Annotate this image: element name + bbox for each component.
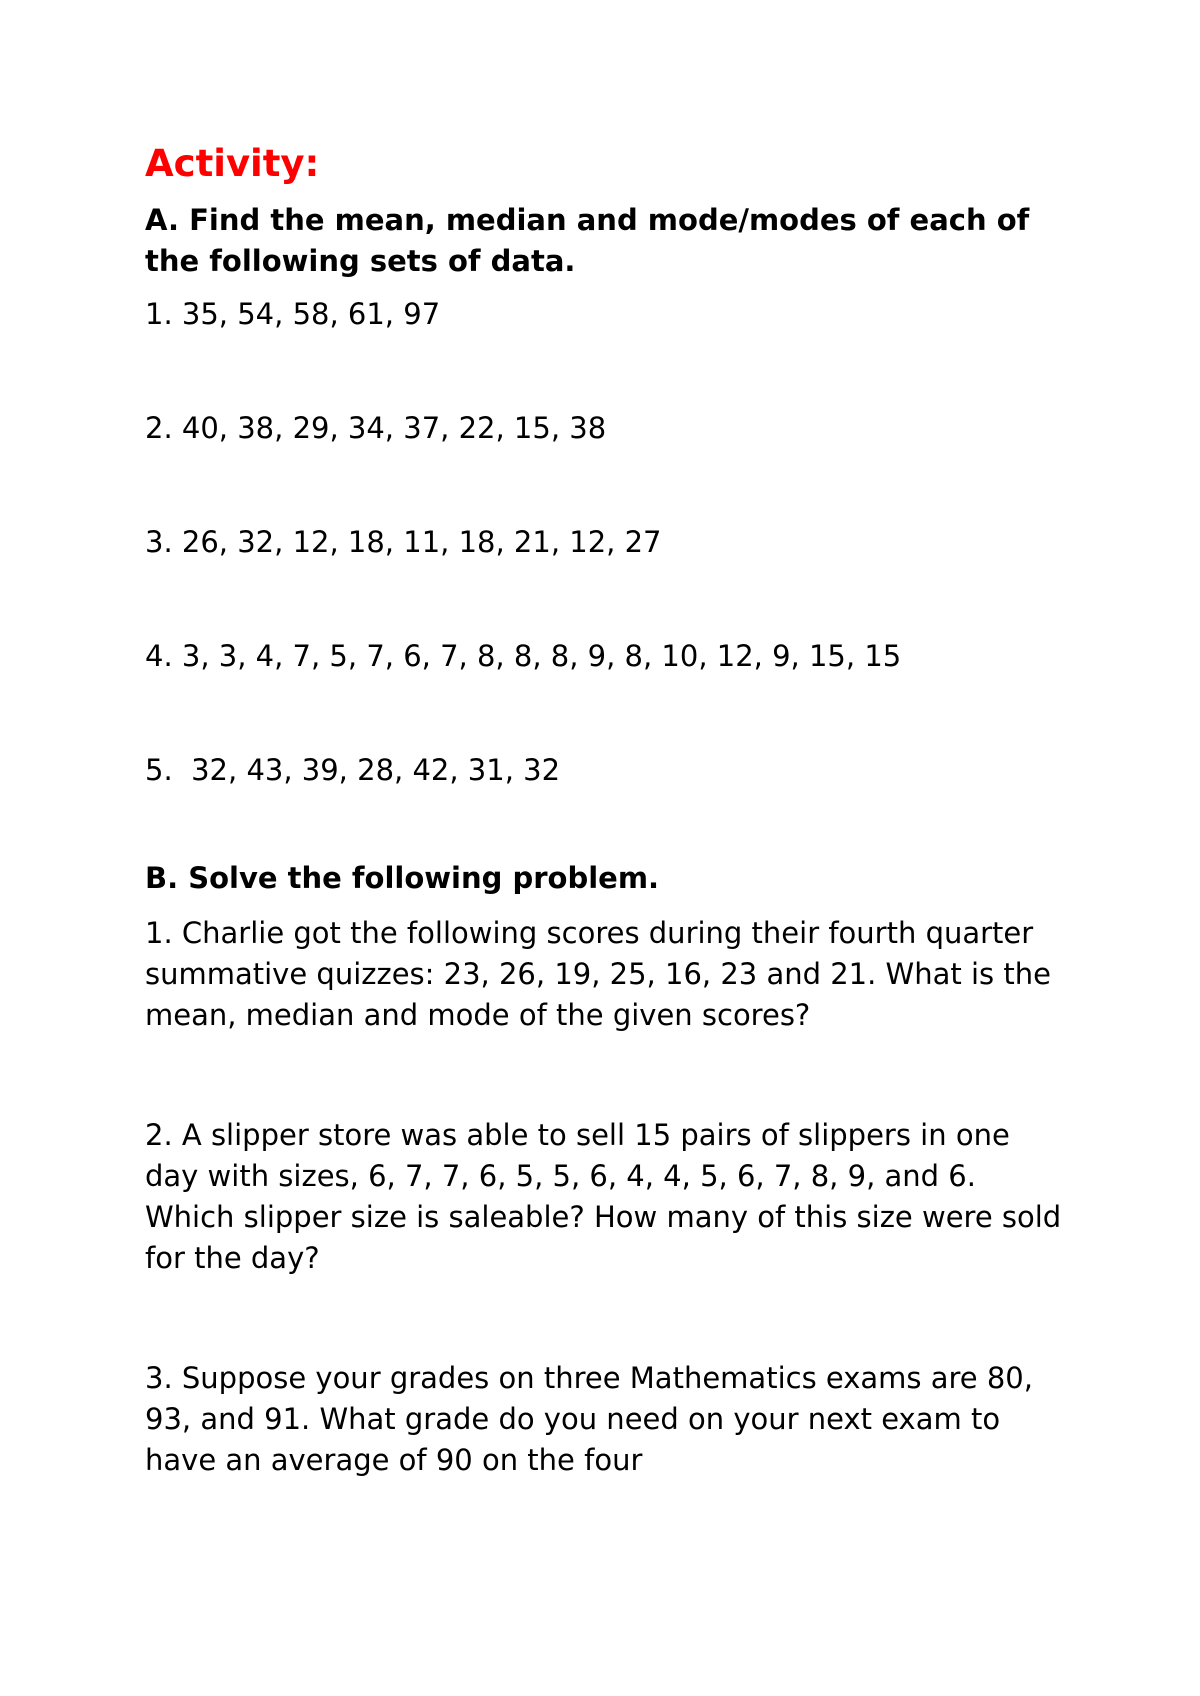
- section-a-item-2: 2. 40, 38, 29, 34, 37, 22, 15, 38: [145, 411, 607, 445]
- section-b-problem-3: 3. Suppose your grades on three Mathematics exams are 80, 93, and 91. What grade do you need on your next exam to have an average of 90 on the four: [145, 1361, 1033, 1477]
- section-a-item-3: 3. 26, 32, 12, 18, 11, 18, 21, 12, 27: [145, 525, 662, 559]
- section-b-problem-2: 2. A slipper store was able to sell 15 pairs of slippers in one day with sizes, 6, 7, 7, 6, 5, 5, 6, 4, 4, 5, 6, 7, 8, 9, and 6. Which slipper size is saleable? How many of this size were sold for the day?: [145, 1118, 1062, 1275]
- section-a-heading: A. Find the mean, median and mode/modes of each of the following sets of data.: [145, 203, 1030, 278]
- section-b-heading: B. Solve the following problem.: [145, 861, 660, 895]
- document-page: [145, 140, 1065, 1481]
- section-a-item-5: 5. 32, 43, 39, 28, 42, 31, 32: [145, 753, 561, 787]
- section-b-problem-1: 1. Charlie got the following scores during their fourth quarter summative quizzes: 23, 26, 19, 25, 16, 23 and 21. What is the mean, median and mode of the given scores?: [145, 916, 1051, 1032]
- section-a-item-4: 4. 3, 3, 4, 7, 5, 7, 6, 7, 8, 8, 8, 9, 8, 10, 12, 9, 15, 15: [145, 639, 902, 673]
- activity-title: Activity:: [145, 142, 320, 185]
- section-a-item-1: 1. 35, 54, 58, 61, 97: [145, 297, 441, 331]
